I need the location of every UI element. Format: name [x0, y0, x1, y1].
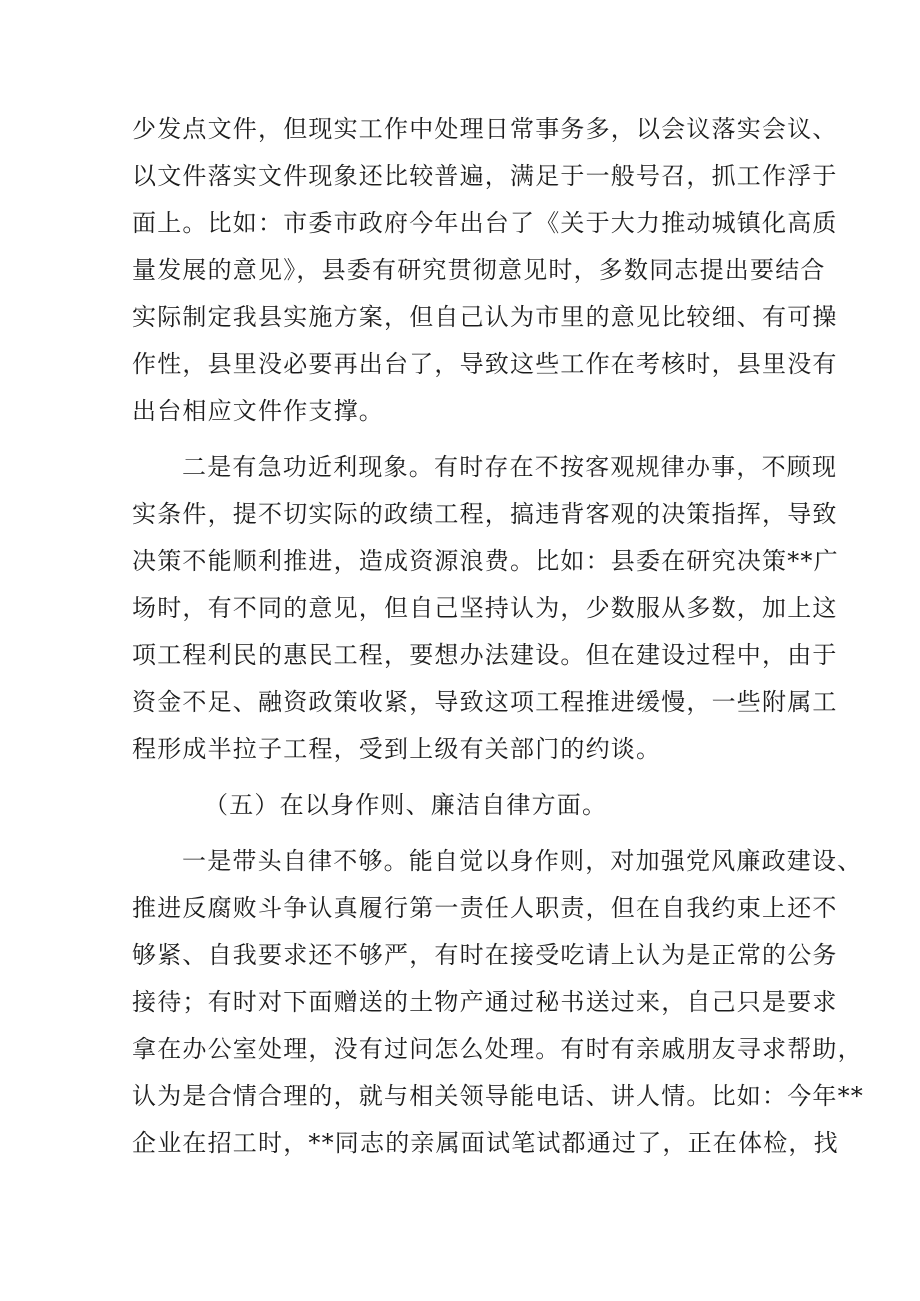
text-line-14: 程形成半拉子工程，受到上级有关部门的约谈。	[132, 735, 662, 763]
text-line-12: 项工程利民的惠民工程，要想办法建设。但在建设过程中，由于	[132, 641, 838, 669]
text-line-21: 认为是合情合理的，就与相关领导能电话、讲人情。比如：今年**	[132, 1082, 864, 1110]
text-line-1: 少发点文件，但现实工作中处理日常事务多，以会议落实会议、	[132, 115, 838, 143]
text-line-11: 场时，有不同的意见，但自己坚持认为，少数服从多数，加上这	[132, 594, 838, 622]
paragraph-start-3: 一是带头自律不够。能自觉以身作则，对加强党风廉政建设、	[182, 847, 863, 875]
paragraph-start-2: 二是有急功近利现象。有时存在不按客观规律办事，不顾现	[182, 453, 838, 481]
text-line-10: 决策不能顺利推进，造成资源浪费。比如：县委在研究决策**广	[132, 547, 839, 575]
text-line-20: 拿在办公室处理，没有过问怎么处理。有时有亲戚朋友寻求帮助，	[132, 1035, 863, 1063]
text-line-6: 作性，县里没必要再出台了，导致这些工作在考核时，县里没有	[132, 350, 838, 378]
text-line-22: 企业在招工时，**同志的亲属面试笔试都通过了，正在体检，找	[132, 1129, 839, 1157]
section-heading: （五）在以身作则、廉洁自律方面。	[204, 791, 608, 819]
text-line-5: 实际制定我县实施方案，但自己认为市里的意见比较细、有可操	[132, 303, 838, 331]
text-line-7: 出台相应文件作支撑。	[132, 397, 384, 425]
text-line-3: 面上。比如：市委市政府今年出台了《关于大力推动城镇化高质	[132, 209, 838, 237]
text-line-13: 资金不足、融资政策收紧，导致这项工程推进缓慢，一些附属工	[132, 688, 838, 716]
text-line-9: 实条件，提不切实际的政绩工程，搞违背客观的决策指挥，导致	[132, 500, 838, 528]
text-line-4: 量发展的意见》，县委有研究贯彻意见时，多数同志提出要结合	[132, 256, 826, 284]
text-line-18: 够紧、自我要求还不够严，有时在接受吃请上认为是正常的公务	[132, 941, 838, 969]
text-line-19: 接待；有时对下面赠送的土物产通过秘书送过来，自己只是要求	[132, 988, 838, 1016]
text-line-2: 以文件落实文件现象还比较普遍，满足于一般号召，抓工作浮于	[132, 162, 838, 190]
text-line-17: 推进反腐败斗争认真履行第一责任人职责，但在自我约束上还不	[132, 894, 838, 922]
